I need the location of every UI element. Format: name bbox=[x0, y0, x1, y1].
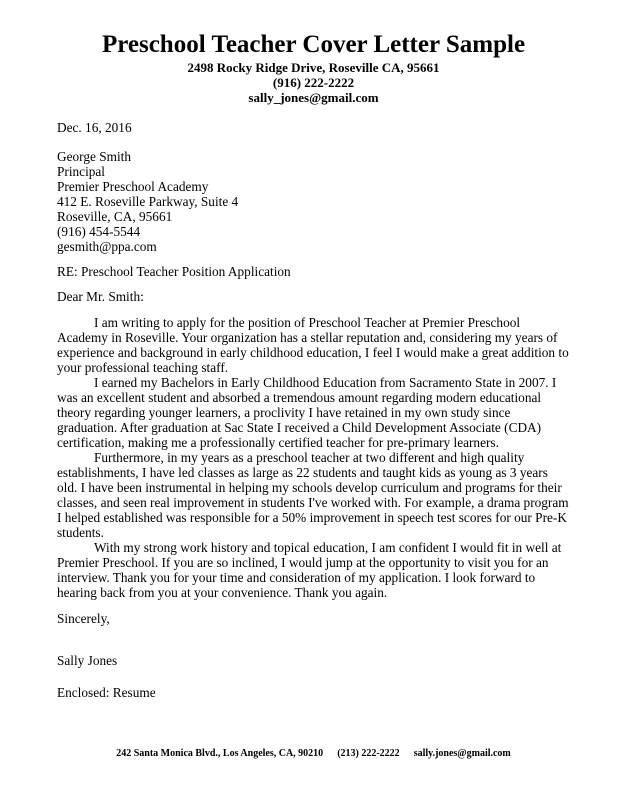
paragraph-conclusion: With my strong work history and topical education, I am confident I would fit in well at Premier Preschool. If you are so inclined, I would jump at the opportunity to visit you for an interview. Thank you for your time and consideration of my application. I look forward to hearing back from you at your convenience. Thank you again. bbox=[57, 540, 562, 600]
recipient-address-line2: Roseville, CA, 95661 bbox=[57, 209, 173, 224]
letterhead bbox=[57, 30, 570, 105]
salutation: Dear Mr. Smith: bbox=[57, 289, 144, 304]
document-title: Preschool Teacher Cover Letter Sample bbox=[101, 31, 526, 58]
footer-phone: (213) 222-2222 bbox=[337, 748, 400, 759]
recipient-job-title: Principal bbox=[57, 164, 106, 179]
letter-body bbox=[57, 120, 570, 700]
signature-name: Sally Jones bbox=[57, 653, 118, 668]
recipient-email: gesmith@ppa.com bbox=[57, 239, 157, 254]
recipient-phone: (916) 454-5544 bbox=[57, 224, 141, 239]
enclosure-line: Enclosed: Resume bbox=[57, 685, 156, 700]
paragraph-education: I earned my Bachelors in Early Childhood Education from Sacramento State in 2007. I was an excellent student and absorbed a tremendous amount regarding modern educational theory regarding younger learners, a proclivity I have retained in my own study since graduation. After graduation at Sac State I received a Child Development Associate (CDA) certification, making me a professionally certified teacher for pre-primary learners. bbox=[57, 375, 557, 450]
recipient-name: George Smith bbox=[57, 149, 131, 164]
footer-email: sally.jones@gmail.com bbox=[413, 748, 511, 759]
paragraph-experience: Furthermore, in my years as a preschool teacher at two different and high quality establishments, I have led classes as large as 22 students and taught kids as young as 3 years old. I have been instrumental in helping my schools develop curriculum and programs for their classes, and seen real improvement in students I've worked with. For example, a drama program I helped established was responsible for a 50% improvement in speech test scores for our Pre-K students. bbox=[57, 450, 569, 540]
date-line: Dec. 16, 2016 bbox=[57, 120, 132, 135]
closing-line: Sincerely, bbox=[57, 611, 110, 626]
letterhead-email: sally_jones@gmail.com bbox=[248, 90, 379, 105]
footer-address: 242 Santa Monica Blvd., Los Angeles, CA, 90210 bbox=[116, 748, 324, 759]
subject-line: RE: Preschool Teacher Position Application bbox=[57, 264, 291, 279]
paragraph-intro: I am writing to apply for the position of Preschool Teacher at Premier Preschool Academy in Roseville. Your organization has a stellar reputation and, considering my years of experience and background in early childhood education, I feel I would make a great addition to your professional teaching staff. bbox=[57, 315, 569, 375]
document-footer bbox=[0, 748, 627, 760]
letter-paragraphs bbox=[57, 315, 570, 600]
recipient-company: Premier Preschool Academy bbox=[57, 179, 209, 194]
recipient-block bbox=[57, 149, 570, 254]
letterhead-phone: (916) 222-2222 bbox=[272, 75, 355, 90]
letterhead-address: 2498 Rocky Ridge Drive, Roseville CA, 95661 bbox=[187, 60, 440, 75]
recipient-address-line1: 412 E. Roseville Parkway, Suite 4 bbox=[57, 194, 239, 209]
